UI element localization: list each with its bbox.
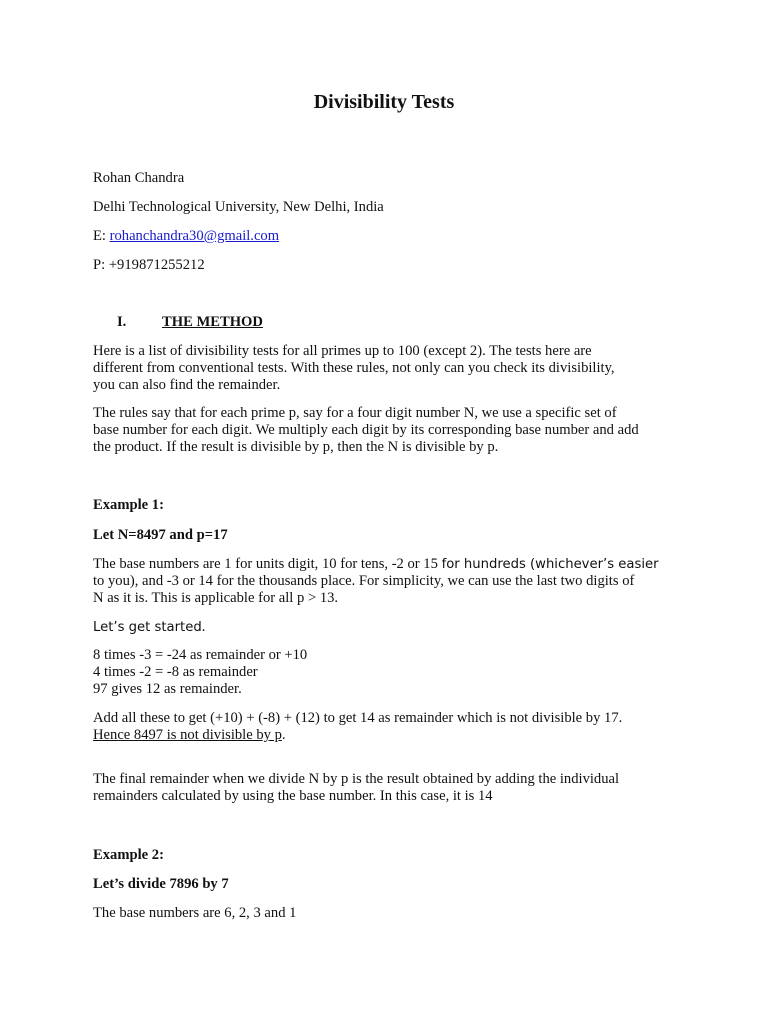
paragraph-line: base number for each digit. We multiply each digit by its corresponding base number and add [93,422,639,438]
example1-steps [93,647,683,698]
author-email-line [93,228,683,245]
section-heading [117,314,263,331]
add-line: Add all these to get (+10) + (-8) + (12) to get 14 as remainder which is not divisible by 17. [93,710,623,726]
example1-conclusion [93,710,683,744]
paragraph-line: remainders calculated by using the base number. In this case, it is 14 [93,788,493,804]
example2-heading: Example 2: [93,847,164,863]
hence-period: . [281,727,286,743]
example1-statement: Let N=8497 and p=17 [93,527,228,543]
paragraph-line: different from conventional tests. With these rules, not only can you check its divisibility, [93,360,615,376]
paragraph-line: N as it is. This is applicable for all p > 13. [93,590,339,606]
paragraph-line: you can also find the remainder. [93,377,281,393]
example1-final-remainder [93,771,683,805]
section-title: THE METHOD [162,314,263,330]
step-line: 8 times -3 = -24 as remainder or +10 [93,647,308,663]
base-line-start: The base numbers are 1 for units digit, 10 for tens, -2 or 15 [93,556,442,572]
section-number: I. [117,314,127,330]
author-affiliation: Delhi Technological University, New Delhi, India [93,199,384,215]
example1-lets-start [93,619,683,636]
email-prefix: E: [93,228,110,244]
author-name: Rohan Chandra [93,170,185,186]
example1-heading: Example 1: [93,497,164,513]
hence-text: Hence 8497 is not divisible by p [93,727,282,743]
example2-base-numbers: The base numbers are 6, 2, 3 and 1 [93,905,297,921]
lets-start-text: Let’s get started [93,620,202,635]
paragraph-line: Here is a list of divisibility tests for all primes up to 100 (except 2). The tests here are [93,343,592,359]
rules-paragraph [93,405,683,456]
example2-statement: Let’s divide 7896 by 7 [93,876,229,892]
hence-line [93,727,683,744]
lets-start-period: . [201,619,206,635]
paragraph-line: The final remainder when we divide N by p is the result obtained by adding the individual [93,771,620,787]
email-link[interactable]: rohanchandra30@gmail.com [109,228,280,244]
document-title: Divisibility Tests [313,91,455,113]
example1-base-paragraph [93,556,683,607]
step-line: 4 times -2 = -8 as remainder [93,664,258,680]
paragraph-line: The rules say that for each prime p, say for a four digit number N, we use a specific set of [93,405,617,421]
paragraph-line: the product. If the result is divisible by p, then the N is divisible by p. [93,439,499,455]
paragraph-line [93,556,683,573]
step-line: 97 gives 12 as remainder. [93,681,242,697]
paragraph-line: to you), and -3 or 14 for the thousands place. For simplicity, we can use the last two digits of [93,573,635,589]
author-phone: P: +919871255212 [93,257,205,273]
base-line-end: for hundreds (whichever’s easier [441,557,659,572]
intro-paragraph [93,343,683,394]
